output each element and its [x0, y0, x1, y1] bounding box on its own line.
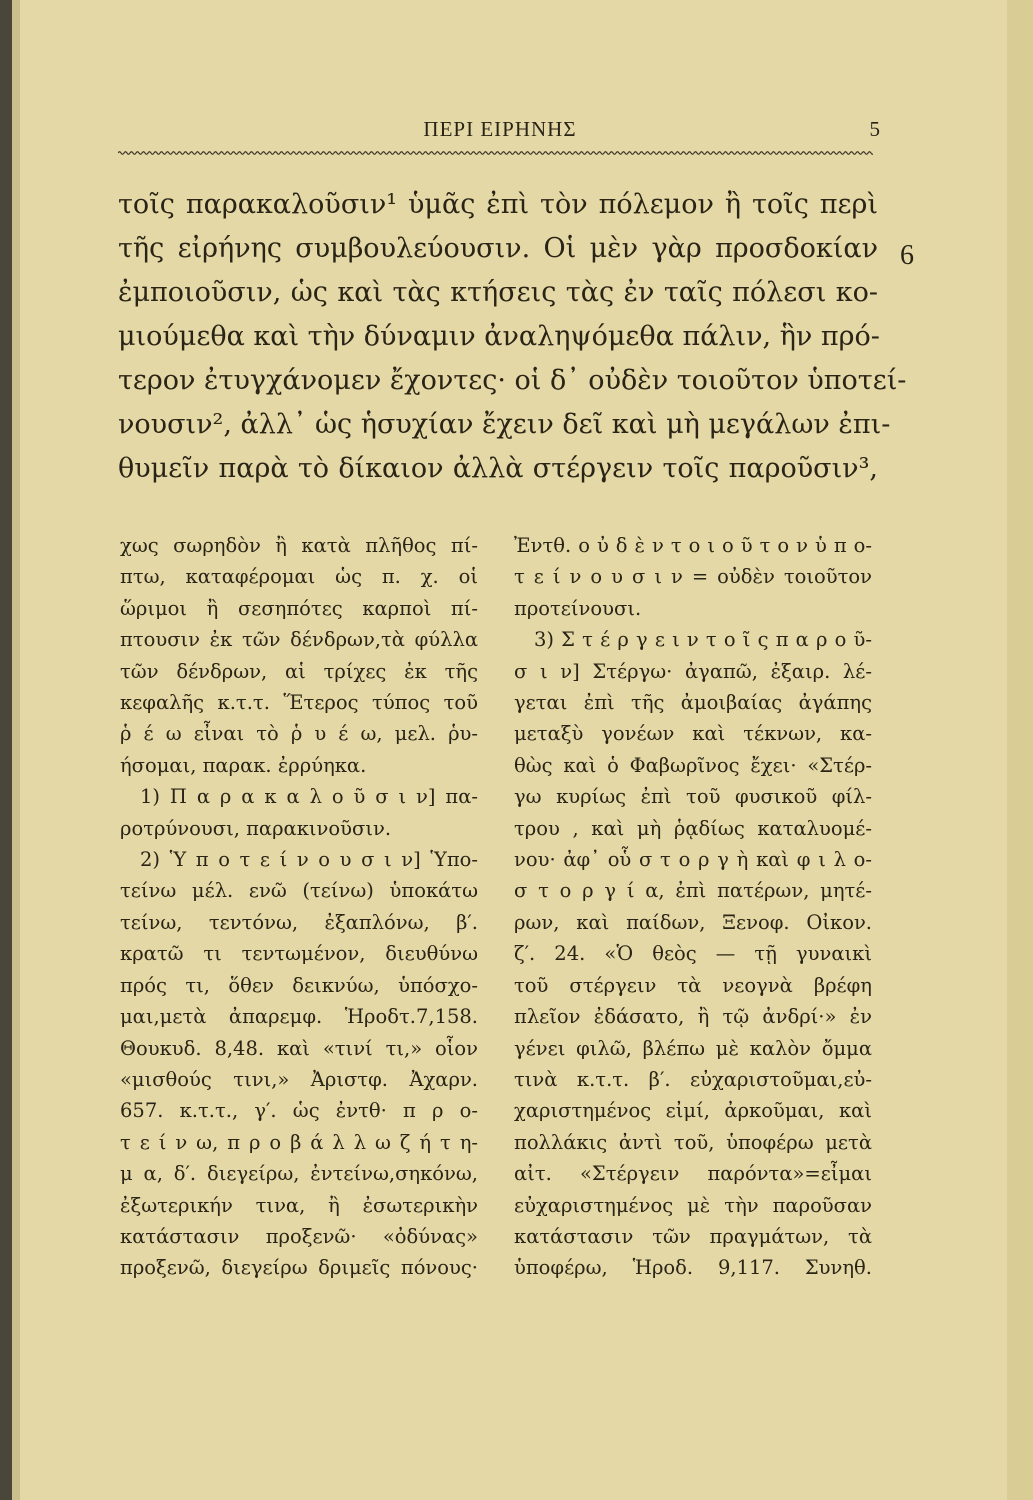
note-line: ζ′. 24. «Ὁ θεὸς — τῇ γυναικὶ	[514, 942, 872, 966]
note-line: τοῦ στέργειν τὰ νεογνὰ βρέφη	[514, 973, 872, 997]
note-line: ρων, καὶ παίδων, Ξενοφ. Οἰκον.	[514, 910, 872, 934]
main-text-line: ἐμποιοῦσιν, ὡς καὶ τὰς κτήσεις τὰς ἐν ταῖς πόλεσι κο-	[118, 277, 878, 308]
note-line: κρατῶ τι τεντωμένον, διευθύνω	[120, 942, 478, 966]
note-line: ὥριμοι ἢ σεσηπότες καρποὶ πί-	[120, 596, 478, 620]
note-line: πρός τι, ὅθεν δεικνύω, ὑπόσχο-	[120, 973, 478, 997]
note-line: Θουκυδ. 8,48. καὶ «τινί τι,» οἷον	[120, 1036, 478, 1060]
main-text-line: τῆς εἰρήνης συμβουλεύουσιν. Οἱ μὲν γὰρ προσδοκίαν	[118, 233, 878, 264]
page-number: 5	[869, 117, 880, 141]
note-line: ἐξωτερικήν τινα, ἢ ἐσωτερικὴν	[120, 1193, 478, 1217]
note-line: πτω, καταφέρομαι ὡς π. χ. οἱ	[120, 565, 478, 589]
note-line: πλεῖον ἐδάσατο, ἢ τῷ ἀνδρί·» ἐν	[514, 1005, 872, 1029]
running-title: ΠΕΡΙ ΕΙΡΗΝΗΣ	[423, 117, 577, 141]
note-line: τείνω, τεντόνω, ἐξαπλόνω, β′.	[120, 910, 478, 934]
main-text-line: θυμεῖν παρὰ τὸ δίκαιον ἀλλὰ στέργειν τοῖς παροῦσιν³,	[118, 453, 878, 484]
note-line: «μισθούς τινι,» Ἀριστφ. Ἀχαρν.	[120, 1067, 478, 1091]
main-text-line: τερον ἐτυγχάνομεν ἔχοντες· οἱ δ᾽ οὐδὲν τοιοῦτον ὑποτεί-	[118, 365, 907, 396]
note-line: πολλάκις ἀντὶ τοῦ, ὑποφέρω μετὰ	[514, 1130, 872, 1154]
main-text-line: τοῖς παρακαλοῦσιν¹ ὑμᾶς ἐπὶ τὸν πόλεμον ἢ τοῖς περὶ	[118, 189, 878, 220]
note-line: κεφαλῆς κ.τ.τ. Ἕτερος τύπος τοῦ	[120, 691, 478, 715]
note-line: σ ι ν] Στέργω· ἀγαπῶ, ἐξαιρ. λέ-	[514, 659, 872, 683]
note-line: τ ε ί ν ω, π ρ ο β ά λ λ ω ζ ή τ η-	[120, 1130, 478, 1154]
note-line: κατάστασιν τῶν πραγμάτων, τὰ	[514, 1224, 872, 1248]
notes-column-left	[120, 530, 478, 1284]
notes-column-right	[514, 530, 872, 1284]
note-line: ὑποφέρω, Ἡροδ. 9,117. Συνηθ.	[514, 1256, 872, 1280]
note-line: Ἐντθ. ο ὐ δ ὲ ν τ ο ι ο ῦ τ ο ν ὑ π ο-	[514, 534, 872, 557]
note-line: ήσομαι, παρακ. ἐρρύηκα.	[120, 753, 367, 777]
note-line: ροτρύνουσι, παρακινοῦσιν.	[120, 816, 392, 840]
note-line: ῥ έ ω εἶναι τὸ ῥ υ έ ω, μελ. ῥυ-	[120, 722, 478, 746]
note-line: μ α, δ′. διεγείρω, ἐντείνω,σηκόνω,	[120, 1162, 478, 1186]
note-line: 1) Π α ρ α κ α λ ο ῦ σ ι ν] πα-	[140, 785, 478, 809]
note-line: 2) Ὑ π ο τ ε ί ν ο υ σ ι ν] Ὑπο-	[140, 848, 478, 872]
note-line: αἰτ. «Στέργειν παρόντα»=εἶμαι	[514, 1162, 872, 1186]
main-text-line: νουσιν², ἀλλ᾽ ὡς ἡσυχίαν ἔχειν δεῖ καὶ μὴ μεγάλων ἐπι-	[118, 409, 891, 440]
wavy-rule	[118, 150, 873, 156]
note-line: χαριστημένος εἰμί, ἀρκοῦμαι, καὶ	[514, 1099, 872, 1123]
note-line: τρου , καὶ μὴ ῥᾳδίως καταλυομέ-	[514, 816, 872, 840]
running-header	[120, 115, 880, 145]
note-line: τινὰ κ.τ.τ. β′. εὐχαριστοῦμαι,εὐ-	[514, 1067, 872, 1091]
binding-edge	[12, 0, 20, 1500]
note-line: σ τ ο ρ γ ί α, ἐπὶ πατέρων, μητέ-	[514, 879, 872, 903]
note-line: τῶν δένδρων, αἱ τρίχες ἐκ τῆς	[120, 659, 478, 683]
note-line: προξενῶ, διεγείρω δριμεῖς πόνους·	[120, 1256, 478, 1280]
binding-shadow	[0, 0, 12, 1500]
note-line: γεται ἐπὶ τῆς ἀμοιβαίας ἀγάπης	[514, 691, 872, 715]
note-line: εὐχαριστημένος μὲ τὴν παροῦσαν	[514, 1193, 872, 1217]
note-line: θὼς καὶ ὁ Φαβωρῖνος ἔχει· «Στέρ-	[514, 753, 872, 777]
note-line: μεταξὺ γονέων καὶ τέκνων, κα-	[514, 722, 872, 746]
note-line: μαι,μετὰ ἀπαρεμφ. Ἡροδτ.7,158.	[120, 1005, 478, 1029]
section-margin-number: 6	[900, 240, 914, 271]
note-line: τείνω μέλ. ενῶ (τείνω) ὑποκάτω	[120, 879, 478, 903]
note-line: 3) Σ τ έ ρ γ ε ι ν τ ο ῖ ς π α ρ ο ῦ-	[534, 628, 872, 652]
note-line: πτουσιν ἐκ τῶν δένδρων,τὰ φύλλα	[120, 628, 478, 652]
main-text	[118, 183, 907, 491]
note-line: προτείνουσι.	[514, 596, 642, 620]
note-line: χως σωρηδὸν ἢ κατὰ πλῆθος πί-	[120, 534, 478, 557]
note-line: γω κυρίως ἐπὶ τοῦ φυσικοῦ φίλ-	[514, 785, 872, 809]
note-line: 657. κ.τ.τ., γ′. ὡς ἐντθ· π ρ ο-	[120, 1099, 478, 1123]
main-text-line: μιούμεθα καὶ τὴν δύναμιν ἀναληψόμεθα πάλιν, ἣν πρό-	[118, 321, 880, 352]
note-line: γένει φιλῶ, βλέπω μὲ καλὸν ὄμμα	[514, 1036, 872, 1060]
note-line: τ ε ί ν ο υ σ ι ν = οὐδὲν τοιοῦτον	[514, 565, 872, 589]
note-line: νου· ἀφ᾽ οὗ σ τ ο ρ γ ὴ καὶ φ ι λ ο-	[514, 848, 872, 872]
page-edge	[1007, 0, 1033, 1500]
note-line: κατάστασιν προξενῶ· «ὀδύνας»	[120, 1224, 478, 1248]
